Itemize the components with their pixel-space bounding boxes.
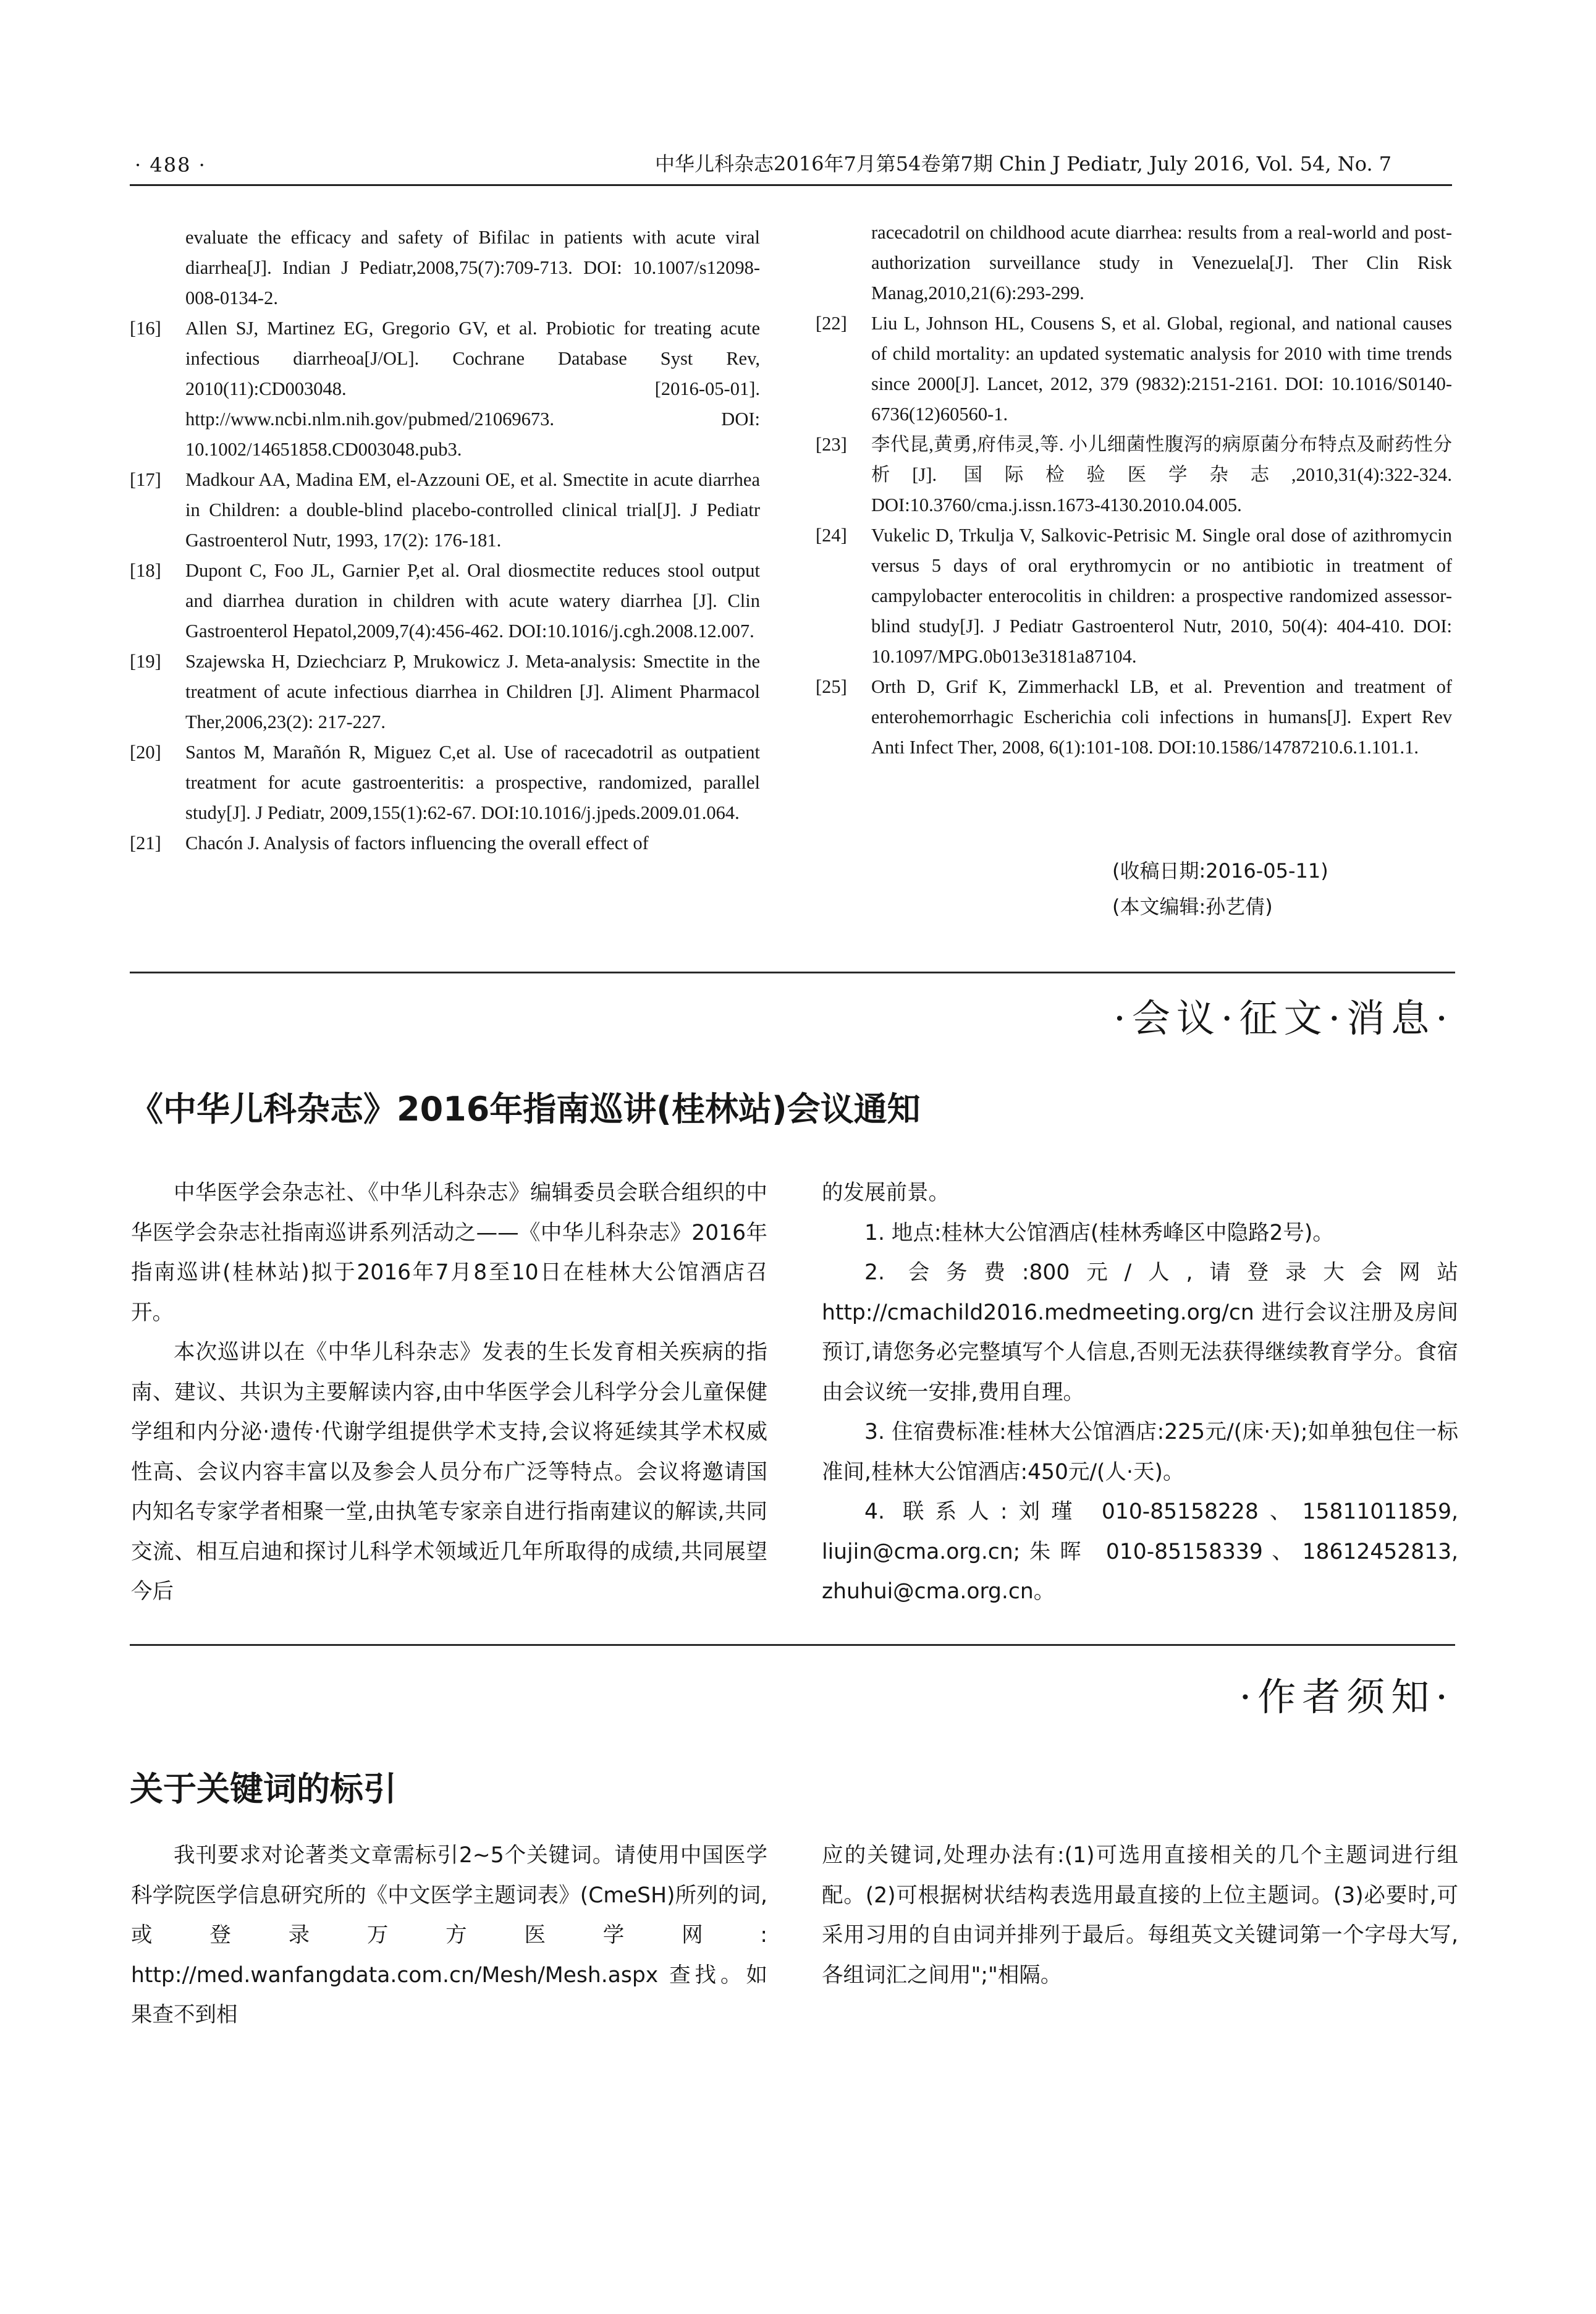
reference-number: [16] bbox=[130, 318, 161, 339]
reference-number: [22] bbox=[816, 313, 847, 334]
references-right-column bbox=[816, 218, 1452, 763]
reference-number: [17] bbox=[130, 469, 161, 490]
reference-text: Dupont C, Foo JL, Garnier P,et al. Oral diosmectite reduces stool output and diarrhea duration in children with acute watery diarrhea [J]. Clin Gastroenterol Hepatol,2009,7(4):456-462. DOI:10.1016/j.cgh.2008.12.007. bbox=[185, 560, 760, 642]
reference-text: Santos M, Marañón R, Miguez C,et al. Use of racecadotril as outpatient treatment for acute gastroenteritis: a prospective, randomized, parallel study[J]. J Pediatr, 2009,155(1):62-67. DOI:10.1016/j.jpeds.2009.01.064. bbox=[185, 742, 760, 823]
reference-number: [21] bbox=[130, 833, 161, 854]
received-date: (收稿日期:2016-05-11) bbox=[1112, 859, 1328, 883]
reference-text: Szajewska H, Dziechciarz P, Mrukowicz J. Meta-analysis: Smectite in the treatment of acute infectious diarrhea in Children [J]. Aliment Pharmacol Ther,2006,23(2): 217-227. bbox=[185, 651, 760, 732]
article-dates bbox=[1112, 853, 1328, 925]
notice-item: 2. 会务费:800元/人,请登录大会网站 http://cmachild2016.medmeeting.org/cn 进行会议注册及房间预订,请您务必完整填写个人信息,否则无法获得继续教育学分。食宿由会议统一安排,费用自理。 bbox=[822, 1260, 1458, 1405]
notice-item: 4. 联系人:刘瑾 010-85158228、15811011859, liujin@cma.org.cn;朱晖 010-85158339、18612452813, zhuhui@cma.org.cn。 bbox=[822, 1499, 1458, 1604]
author-notice-title: 关于关键词的标引 bbox=[130, 1769, 397, 1808]
reference-item bbox=[816, 672, 1452, 763]
notice-item: 3. 住宿费标准:桂林大公馆酒店:225元/(床·天);如单独包住一标准间,桂林大公馆酒店:450元/(人·天)。 bbox=[822, 1420, 1458, 1485]
body-paragraph: 中华医学会杂志社、《中华儿科杂志》编辑委员会联合组织的中华医学会杂志社指南巡讲系列活动之——《中华儿科杂志》2016年指南巡讲(桂林站)拟于2016年7月8至10日在桂林大公馆酒店召开。 bbox=[131, 1180, 767, 1325]
meeting-notice-title: 《中华儿科杂志》2016年指南巡讲(桂林站)会议通知 bbox=[130, 1090, 921, 1129]
reference-item bbox=[816, 520, 1452, 672]
reference-number: [24] bbox=[816, 525, 847, 546]
reference-text: evaluate the efficacy and safety of Bifilac in patients with acute viral diarrhea[J]. Indian J Pediatr,2008,75(7):709-713. DOI: 10.1007/s12098-008-0134-2. bbox=[185, 227, 760, 308]
reference-text: Orth D, Grif K, Zimmerhackl LB, et al. Prevention and treatment of enterohemorrhagic Escherichia coli infections in humans[J]. Expert Rev Anti Infect Ther, 2008, 6(1):101-108. DOI:10.1586/14787210.6.1.101.1. bbox=[871, 676, 1452, 758]
author-notice-left-column bbox=[131, 1836, 767, 2035]
reference-item bbox=[816, 308, 1452, 430]
page-number: · 488 · bbox=[135, 153, 206, 177]
reference-item bbox=[130, 737, 760, 828]
body-paragraph: 本次巡讲以在《中华儿科杂志》发表的生长发育相关疾病的指南、建议、共识为主要解读内容,由中华医学会儿科学分会儿童保健学组和内分泌·遗传·代谢学组提供学术支持,会议将延续其学术权威性高、会议内容丰富以及参会人员分布广泛等特点。会议将邀请国内知名专家学者相聚一堂,由执笔专家亲自进行指南建议的解读,共同交流、相互启迪和探讨儿科学术领域近几年所取得的成绩,共同展望今后 bbox=[131, 1340, 767, 1604]
body-paragraph: 的发展前景。 bbox=[822, 1180, 950, 1205]
meeting-notice-left-column bbox=[131, 1173, 767, 1612]
article-editor: (本文编辑:孙艺倩) bbox=[1112, 895, 1273, 918]
reference-item bbox=[130, 828, 760, 858]
body-paragraph: 我刊要求对论著类文章需标引2~5个关键词。请使用中国医学科学院医学信息研究所的《中文医学主题词表》(CmeSH)所列的词,或登录万方医学网: http://med.wanfangdata.com.cn/Mesh/Mesh.aspx 查找。如果查不到相 bbox=[131, 1843, 767, 2027]
reference-text: Chacón J. Analysis of factors influencing the overall effect of bbox=[185, 833, 649, 854]
reference-text: 李代昆,黄勇,府伟灵,等. 小儿细菌性腹泻的病原菌分布特点及耐药性分析[J]. 国际检验医学杂志,2010,31(4):322-324. DOI:10.3760/cma.j.issn.1673-4130.2010.04.005. bbox=[871, 434, 1452, 515]
section-rule bbox=[130, 972, 1455, 973]
reference-number: [23] bbox=[816, 434, 847, 455]
reference-number: [25] bbox=[816, 676, 847, 697]
reference-item bbox=[816, 218, 1452, 308]
journal-running-head: 中华儿科杂志2016年7月第54卷第7期 Chin J Pediatr, July 2016, Vol. 54, No. 7 bbox=[655, 152, 1392, 176]
body-paragraph: 应的关键词,处理办法有:(1)可选用直接相关的几个主题词进行组配。(2)可根据树状结构表选用最直接的上位主题词。(3)必要时,可采用习用的自由词并排列于最后。每组英文关键词第一个字母大写,各组词汇之间用";"相隔。 bbox=[822, 1843, 1458, 1988]
reference-number: [20] bbox=[130, 742, 161, 763]
reference-item bbox=[130, 222, 760, 313]
reference-text: Vukelic D, Trkulja V, Salkovic-Petrisic M. Single oral dose of azithromycin versus 5 days of oral erythromycin or no antibiotic in treatment of campylobacter enterocolitis in children: a prospective randomized assessor-blind study[J]. J Pediatr Gastroenterol Nutr, 2010, 50(4): 404-410. DOI: 10.1097/MPG.0b013e3181a87104. bbox=[871, 525, 1452, 667]
notice-item: 1. 地点:桂林大公馆酒店(桂林秀峰区中隐路2号)。 bbox=[864, 1220, 1334, 1245]
reference-item bbox=[130, 556, 760, 646]
reference-text: Liu L, Johnson HL, Cousens S, et al. Global, regional, and national causes of child mortality: an updated systematic analysis for 2010 with time trends since 2000[J]. Lancet, 2012, 379 (9832):2151-2161. DOI: 10.1016/S0140-6736(12)60560-1. bbox=[871, 313, 1452, 425]
reference-item bbox=[816, 430, 1452, 520]
references-left-column bbox=[130, 222, 760, 858]
reference-item bbox=[130, 313, 760, 465]
reference-text: Allen SJ, Martinez EG, Gregorio GV, et al. Probiotic for treating acute infectious diarrheoa[J/OL]. Cochrane Database Syst Rev, 2010(11):CD003048. [2016-05-01]. http://www.ncbi.nlm.nih.gov/pubmed/21069673. DOI: 10.1002/14651858.CD003048.pub3. bbox=[185, 318, 760, 460]
reference-item bbox=[130, 465, 760, 556]
header-rule bbox=[130, 184, 1452, 186]
section-rule bbox=[130, 1644, 1455, 1646]
reference-text: racecadotril on childhood acute diarrhea: results from a real-world and post-authorization surveillance study in Venezuela[J]. Ther Clin Risk Manag,2010,21(6):293-299. bbox=[871, 222, 1452, 303]
section-banner-author: ·作者须知· bbox=[1239, 1674, 1454, 1719]
reference-number: [18] bbox=[130, 560, 161, 581]
reference-item bbox=[130, 646, 760, 737]
section-banner-meeting: ·会议·征文·消息· bbox=[1113, 996, 1454, 1041]
reference-text: Madkour AA, Madina EM, el-Azzouni OE, et al. Smectite in acute diarrhea in Children: a double-blind placebo-controlled clinical trial[J]. J Pediatr Gastroenterol Nutr, 1993, 17(2): 176-181. bbox=[185, 469, 760, 551]
meeting-notice-right-column bbox=[822, 1173, 1458, 1612]
reference-number: [19] bbox=[130, 651, 161, 672]
author-notice-right-column bbox=[822, 1836, 1458, 1995]
